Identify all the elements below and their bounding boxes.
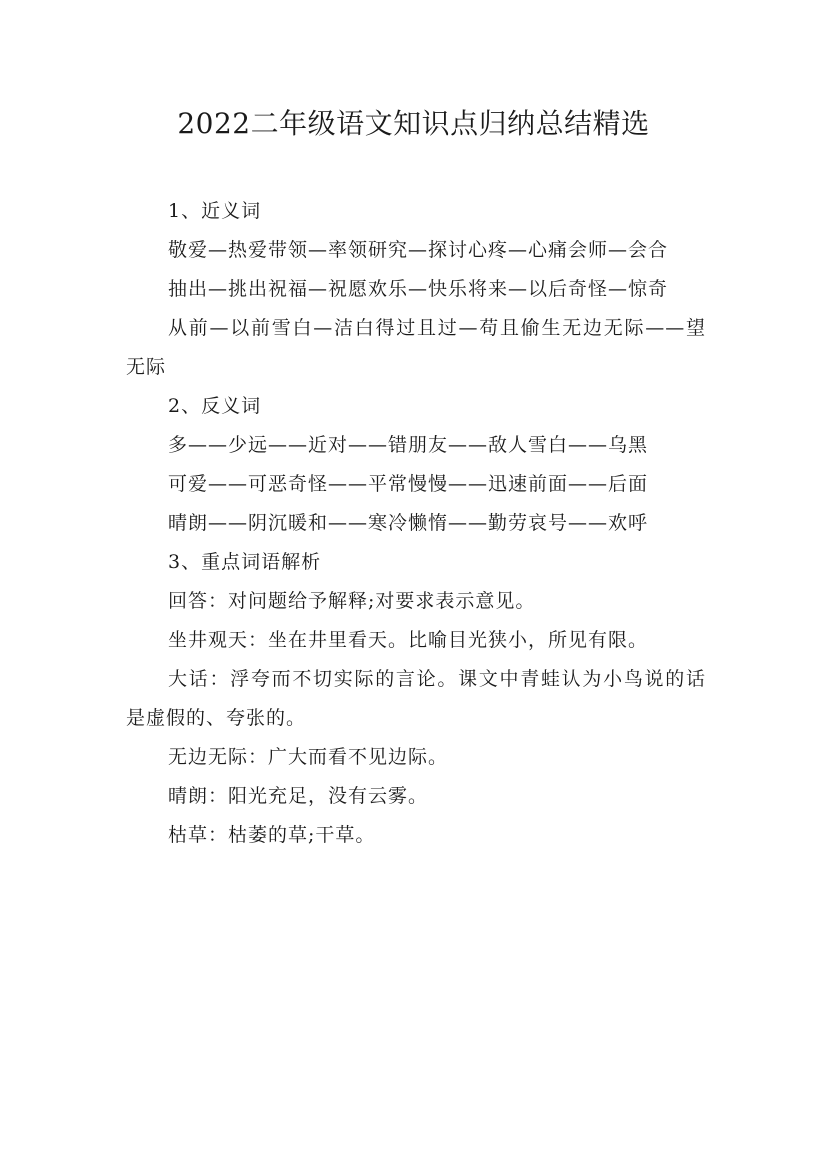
section-heading-key-words: 3、重点词语解析 [168, 551, 322, 573]
antonym-line-2: 可爱——可恶奇怪——平常慢慢——迅速前面——后面 [168, 473, 649, 495]
document-body [126, 192, 706, 855]
definition-dahua: 大话：浮夸而不切实际的言论。课文中青蛙认为小鸟说的话是虚假的、夸张的。 [126, 668, 706, 729]
antonym-line-1: 多——少远——近对——错朋友——敌人雪白——乌黑 [168, 434, 649, 456]
synonym-line-3: 从前—以前雪白—洁白得过且过—苟且偷生无边无际——望无际 [126, 317, 706, 378]
section-heading-synonyms: 1、近义词 [168, 200, 262, 222]
definition-kucao: 枯草：枯萎的草;干草。 [168, 824, 376, 846]
document-title: 2022二年级语文知识点归纳总结精选 [177, 107, 650, 140]
definition-qinglang: 晴朗：阳光充足，没有云雾。 [168, 785, 429, 807]
synonym-line-1: 敬爱—热爱带领—率领研究—探讨心疼—心痛会师—会合 [168, 239, 669, 261]
antonym-line-3: 晴朗——阴沉暖和——寒冷懒惰——勤劳哀号——欢呼 [168, 512, 649, 534]
synonym-line-2: 抽出—挑出祝福—祝愿欢乐—快乐将来—以后奇怪—惊奇 [168, 278, 669, 300]
section-heading-antonyms: 2、反义词 [168, 395, 262, 417]
definition-wubianwuji: 无边无际：广大而看不见边际。 [168, 746, 449, 768]
definition-zuojingguantian: 坐井观天：坐在井里看天。比喻目光狭小，所见有限。 [168, 629, 649, 651]
definition-answer: 回答：对问题给予解释;对要求表示意见。 [168, 590, 536, 612]
